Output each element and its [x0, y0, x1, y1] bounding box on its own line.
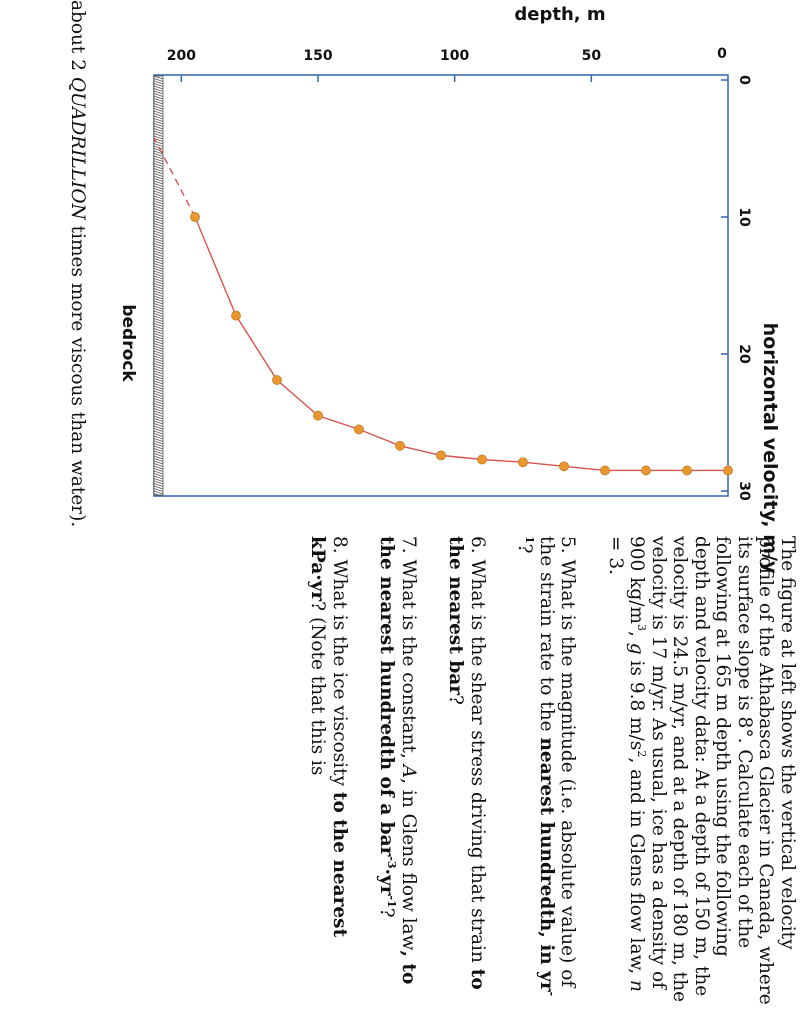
data-point: [600, 466, 609, 475]
data-point: [477, 455, 486, 464]
x-tick-label: 0: [736, 75, 752, 85]
question-5: 5. What is the magnitude (i.e. absolute value) of the strain rate to the nearest hundredth, in $yr^{-1}$?: [514, 536, 579, 997]
y-tick-label: 100: [440, 48, 470, 64]
y-tick-label: 50: [581, 48, 602, 64]
velocity-line: [195, 217, 728, 470]
data-point: [395, 441, 404, 450]
data-point: [723, 466, 732, 475]
data-point: [354, 425, 363, 434]
y-tick-label: 0: [717, 46, 727, 62]
plot-frame: [154, 75, 728, 496]
data-point: [436, 451, 445, 460]
data-point: [231, 311, 240, 320]
data-point: [641, 466, 650, 475]
data-point: [313, 411, 322, 420]
intro-paragraph: The figure at left shows the vertical velocity profile of the Athabasca Glacier in Canada, where its surface slope is 8°. Calculate each of the following at 165 m depth using the following depth and velocity data: At a depth of 150 m, the velocity is 24.5 m/yr, and at a depth of 180 m, the velocity is 17 m/yr. As usual, ice has a density of 900 $kg/m^3$, g is 9.8 $m/s^2$, and in Glens flow law, n = 3.: [605, 536, 798, 1005]
y-tick-label: 150: [303, 48, 333, 64]
x-tick-label: 30: [736, 481, 752, 501]
x-tick-label: 10: [736, 207, 752, 227]
data-point: [190, 212, 199, 221]
y-tick-label: 200: [166, 48, 196, 64]
velocity-series: [154, 138, 733, 476]
y-axis-label: depth, m: [514, 4, 606, 25]
chart-title: horizontal velocity, m/y: [759, 322, 781, 574]
data-point: [682, 466, 691, 475]
question-7: 7. What is the constant, A, in Glens flow law, to the nearest hundredth of a $bar^{-3}\cdot yr^{-1}$?: [376, 536, 419, 985]
bedrock-label: bedrock: [118, 304, 138, 382]
x-tick-label: 20: [736, 344, 752, 364]
velocity-profile-chart: [118, 0, 806, 574]
question-8: 8. What is the ice viscosity to the nearest kPa·yr? (Note that this is: [307, 536, 350, 938]
data-point: [518, 458, 527, 467]
x-axis-ticks: [721, 75, 752, 501]
y-axis-ticks: [167, 46, 727, 82]
data-point: [272, 375, 281, 384]
data-point: [559, 462, 568, 471]
question-6: 6. What is the shear stress driving that strain to the nearest bar?: [445, 536, 488, 990]
question-8-continuation: about 2 QUADRILLION times more viscous than water).: [67, 0, 88, 528]
question-text-column: [307, 536, 798, 1006]
